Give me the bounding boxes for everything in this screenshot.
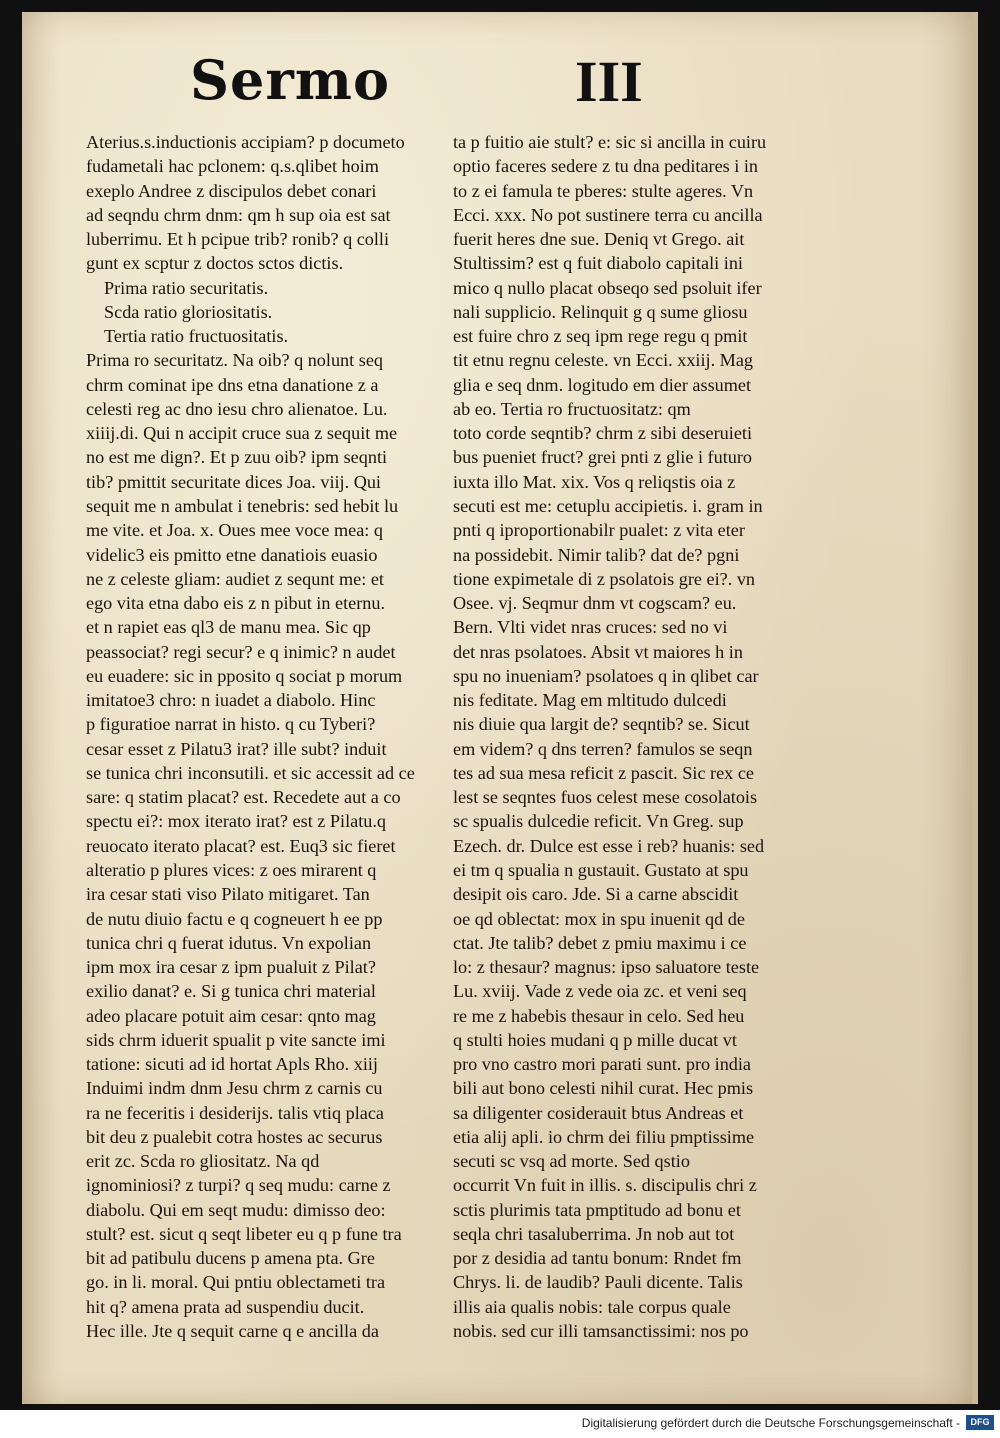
text-line: ne z celeste gliam: audiet z sequnt me: et <box>86 568 384 589</box>
text-line: det nras psolatoes. Absit vt maiores h in <box>453 641 743 662</box>
text-line: bili aut bono celesti nihil curat. Hec pmis <box>453 1078 754 1099</box>
text-line: Scda ratio gloriositatis. <box>104 301 273 322</box>
text-line: tione expimetale di z psolatois gre ei?. vn <box>453 568 756 589</box>
text-line: to z ei famula te pberes: stulte ageres. Vn <box>453 180 754 201</box>
text-line: sc spualis dulcedie reficit. Vn Greg. sup <box>453 811 744 832</box>
text-line: p figuratioe narrat in histo. q cu Tyberi? <box>86 714 376 735</box>
text-line: tib? pmittit securitate dices Joa. viij. Qui <box>86 471 381 492</box>
text-line: Prima ro securitatz. Na oib? q nolunt seq <box>86 350 383 371</box>
text-line: diabolu. Qui em seqt mudu: dimisso deo: <box>86 1199 386 1220</box>
text-line: exeplo Andree z discipulos debet conari <box>86 180 377 201</box>
text-line: Ezech. dr. Dulce est esse i reb? huanis: sed <box>453 835 765 856</box>
text-line: Hec ille. Jte q sequit carne q e ancilla da <box>86 1321 379 1342</box>
text-line: fudametali hac pclonem: q.s.qlibet hoim <box>86 156 379 177</box>
text-line: na possidebit. Nimir talib? dat de? pgni <box>453 544 740 565</box>
text-line: ab eo. Tertia ro fructuositatz: qm <box>453 398 691 419</box>
text-line: Osee. vj. Seqmur dnm vt cogscam? eu. <box>453 593 737 614</box>
text-line: re me z habebis thesaur in celo. Sed heu <box>453 1005 745 1026</box>
text-line: reuocato iterato placat? est. Euq3 sic fieret <box>86 835 396 856</box>
text-line: ira cesar stati viso Pilato mitigaret. Tan <box>86 884 370 905</box>
text-line: Induimi indm dnm Jesu chrm z carnis cu <box>86 1078 383 1099</box>
text-line: ra ne feceritis i desiderijs. talis vtiq placa <box>86 1102 384 1123</box>
text-line: glia e seq dnm. logitudo em dier assumet <box>453 374 752 395</box>
running-header <box>190 48 710 128</box>
text-line: sctis plurimis tata pmptitudo ad bonu et <box>453 1199 741 1220</box>
text-line: Tertia ratio fructuositatis. <box>104 326 289 347</box>
text-line: etia alij apli. io chrm dei filiu pmptissime <box>453 1126 755 1147</box>
text-line: nali supplicio. Relinquit g q sume gliosu <box>453 301 748 322</box>
header-title: Sermo <box>190 48 390 112</box>
text-line: iuxta illo Mat. xix. Vos q reliqstis oia z <box>453 471 736 492</box>
text-line: optio faceres sedere z tu dna peditares i in <box>453 156 759 177</box>
text-line: desipit ois caro. Jde. Si a carne abscidit <box>453 884 739 905</box>
text-line: em videm? q dns terren? famulos se seqn <box>453 738 753 759</box>
text-line: est fuire chro z seq ipm rege regu q pmit <box>453 326 748 347</box>
text-line: nis feditate. Mag em mltitudo dulcedi <box>453 690 727 711</box>
text-line: bit ad patibulu ducens p amena pta. Gre <box>86 1248 375 1269</box>
text-line: q stulti hoies mudani q p mille ducat vt <box>453 1029 737 1050</box>
text-line: celesti reg ac dno iesu chro alienatoe. Lu. <box>86 398 388 419</box>
text-line: stult? est. sicut q seqt libeter eu q p fune tra <box>86 1223 402 1244</box>
text-line: chrm cominat ipe dns etna danatione z a <box>86 374 379 395</box>
footer-bar <box>0 1410 1000 1438</box>
text-line: eu euadere: sic in pposito q sociat p morum <box>86 665 403 686</box>
text-line: lest se seqntes fuos celest mese cosolatois <box>453 787 758 808</box>
text-line: et n rapiet eas ql3 de manu mea. Sic qp <box>86 617 371 638</box>
text-line: tes ad sua mesa reficit z pascit. Sic rex ce <box>453 762 754 783</box>
text-line: lo: z thesaur? magnus: ipso saluatore teste <box>453 957 760 978</box>
text-line: luberrimu. Et h pcipue trib? ronib? q colli <box>86 229 390 250</box>
text-line: gunt ex scptur z doctos sctos dictis. <box>86 253 344 274</box>
right-text-column <box>453 130 828 1343</box>
text-line: pnti q iproportionabilr pualet: z vita eter <box>453 520 745 541</box>
text-line: exilio danat? e. Si g tunica chri material <box>86 981 376 1002</box>
text-line: hit q? amena prata ad suspendiu ducit. <box>86 1296 365 1317</box>
text-line: bus pueniet fruct? grei pnti z glie i futuro <box>453 447 752 468</box>
footer-credit: Digitalisierung gefördert durch die Deutsche Forschungsgemeinschaft - <box>581 1416 960 1430</box>
text-line: adeo placare potuit aim cesar: qnto mag <box>86 1005 376 1026</box>
text-line: secuti sc vsq ad morte. Sed qstio <box>453 1151 690 1172</box>
text-line: Ecci. xxx. No pot sustinere terra cu ancilla <box>453 204 763 225</box>
text-line: ignominiosi? z turpi? q seq mudu: carne z <box>86 1175 391 1196</box>
dfg-logo: DFG <box>966 1415 994 1430</box>
text-line: por z desidia ad tantu bonum: Rndet fm <box>453 1248 742 1269</box>
text-line: tit etnu regnu celeste. vn Ecci. xxiij. Mag <box>453 350 754 371</box>
text-line: peassociat? regi secur? e q inimic? n audet <box>86 641 396 662</box>
text-line: ipm mox ira cesar z ipm pualuit z Pilat? <box>86 957 376 978</box>
text-line: Bern. Vlti videt nras cruces: sed no vi <box>453 617 728 638</box>
text-line: Stultissim? est q fuit diabolo capitali ini <box>453 253 743 274</box>
text-line: Prima ratio securitatis. <box>104 277 269 298</box>
text-line: imitatoe3 chro: n iuadet a diabolo. Hinc <box>86 690 376 711</box>
text-line: illis aia qualis nobis: tale corpus quale <box>453 1296 731 1317</box>
text-line: erit zc. Scda ro gliositatz. Na qd <box>86 1151 320 1172</box>
header-number: III <box>575 49 643 114</box>
text-line: de nutu diuio factu e q cogneuert h ee pp <box>86 908 383 929</box>
text-line: Aterius.s.inductionis accipiam? p documeto <box>86 132 405 152</box>
text-line: ta p fuitio aie stult? e: sic si ancilla in cuiru <box>453 132 767 152</box>
text-line: seqla chri tasaluberrima. Jn nob aut tot <box>453 1223 735 1244</box>
text-line: sequit me n ambulat i tenebris: sed hebit lu <box>86 495 399 516</box>
text-line: ei tm q spualia n gustauit. Gustato at spu <box>453 859 749 880</box>
left-text-column <box>86 130 468 1343</box>
text-line: spectu ei?: mox iterato irat? est z Pilatu.q <box>86 811 386 832</box>
text-line: pro vno castro mori parati sunt. pro india <box>453 1054 752 1075</box>
text-line: ctat. Jte talib? debet z pmiu maximu i ce <box>453 932 747 953</box>
text-line: bit deu z pualebit cotra hostes ac securus <box>86 1126 383 1147</box>
page-edge <box>972 12 978 1404</box>
text-line: tunica chri q fuerat idutus. Vn expolian <box>86 932 372 953</box>
text-line: fuerit heres dne sue. Deniq vt Grego. ait <box>453 229 745 250</box>
text-line: no est me dign?. Et p zuu oib? ipm seqnti <box>86 447 388 468</box>
text-line: ad seqndu chrm dnm: qm h sup oia est sat <box>86 204 391 225</box>
text-line: Lu. xviij. Vade z vede oia zc. et veni seq <box>453 981 747 1002</box>
text-line: sa diligenter cosiderauit btus Andreas et <box>453 1102 744 1123</box>
text-line: spu no inueniam? psolatoes q in qlibet car <box>453 665 759 686</box>
text-line: occurrit Vn fuit in illis. s. discipulis chri z <box>453 1175 757 1196</box>
text-line: tatione: sicuti ad id hortat Apls Rho. xiij <box>86 1054 378 1075</box>
text-line: ego vita etna dabo eis z n pibut in eternu. <box>86 593 385 614</box>
text-line: secuti est me: cetuplu accipietis. i. gram in <box>453 495 763 516</box>
text-line: cesar esset z Pilatu3 irat? ille subt? induit <box>86 738 387 759</box>
text-line: toto corde seqntib? chrm z sibi deseruieti <box>453 423 752 444</box>
text-line: alteratio p plures vices: z oes mirarent q <box>86 859 377 880</box>
text-line: se tunica chri inconsutili. et sic accessit ad ce <box>86 762 415 783</box>
text-line: Chrys. li. de laudib? Pauli dicente. Talis <box>453 1272 743 1293</box>
text-line: nobis. sed cur illi tamsanctissimi: nos po <box>453 1321 749 1342</box>
text-line: go. in li. moral. Qui pntiu oblectameti tra <box>86 1272 386 1293</box>
text-line: me vite. et Joa. x. Oues mee voce mea: q <box>86 520 383 541</box>
text-line: xiiij.di. Qui n accipit cruce sua z sequit me <box>86 423 398 444</box>
text-line: nis diuie qua largit de? seqntib? se. Sicut <box>453 714 750 735</box>
text-line: mico q nullo placat obseqo sed psoluit ifer <box>453 277 762 298</box>
text-line: videlic3 eis pmitto etne danatiois euasio <box>86 544 378 565</box>
text-line: sids chrm iduerit spualit p vite sancte imi <box>86 1029 386 1050</box>
text-line: oe qd oblectat: mox in spu inuenit qd de <box>453 908 745 929</box>
text-line: sare: q statim placat? est. Recedete aut a co <box>86 787 401 808</box>
